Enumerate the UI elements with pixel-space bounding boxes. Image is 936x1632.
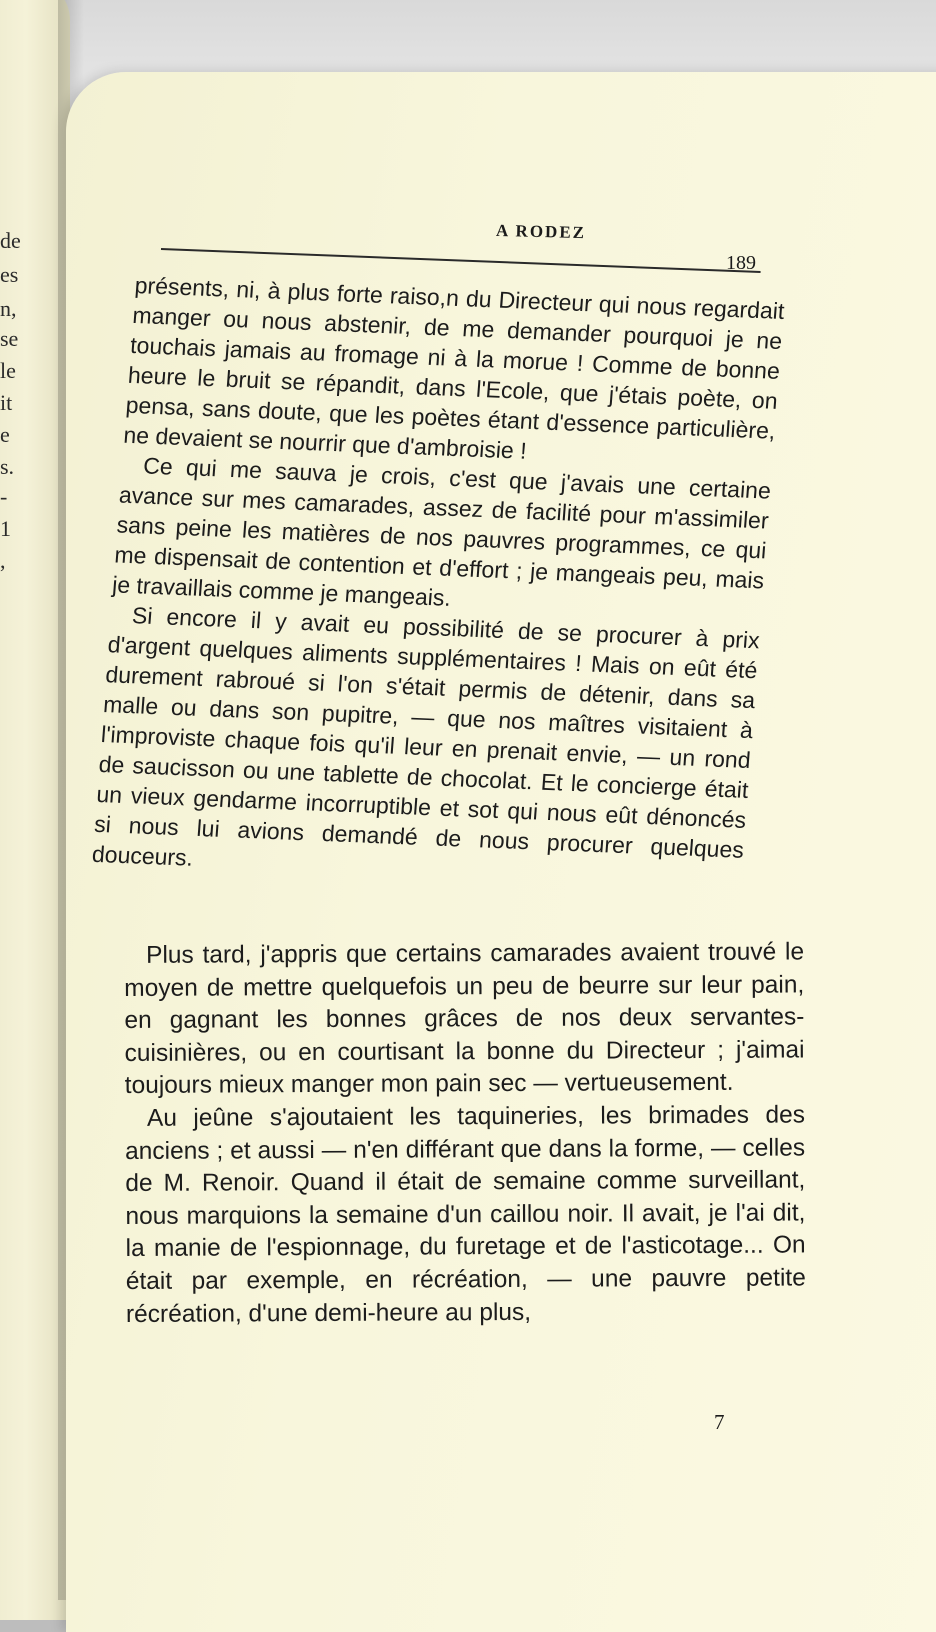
body-text-upper (91, 270, 785, 895)
left-page-fragment: es (0, 262, 19, 287)
left-page-fragment: e (0, 422, 10, 447)
paragraph: présents, ni, à plus forte raiso,n du Directeur qui nous regardait manger ou nous abstenir, de me demander pourquoi je ne touchais jamais au fromage ni à la morue ! Comme de bonne heure le bruit se répandit, dans l'Ecole, que j'étais poète, on pensa, sans doute, que les poètes étant d'essence particulière, ne devaient se nourrir que d'ambroisie ! (122, 271, 786, 464)
left-page-fragment: de (0, 228, 21, 253)
paragraph: Si encore il y avait eu possibilité de se procurer à prix d'argent quelques aliments supplémentaires ! Mais on eût été durement rabroué si l'on s'était permis de détenir, dans sa malle ou dans son pupitre, — que nos maîtres visitaient à l'improviste chaque fois qu'il leur en prenait envie, — un rond de saucisson ou une tablette de chocolat. Et le concierge était un vieux gendarme incorruptible et sot qui nous eût dénoncés si nous lui avions demandé de nous procurer quelques douceurs. (91, 602, 761, 871)
left-page-fragment: n, (0, 296, 17, 321)
header-rule (161, 248, 761, 273)
paragraph: Au jeûne s'ajoutaient les taquineries, les brimades des anciens ; et aussi — n'en différant que dans la forme, — celles de M. Renoir. Quand il était de semaine comme surveillant, nous marquions la semaine d'un caillou noir. Il avait, je l'ai dit, la manie de l'espionnage, du furetage et de l'asticotage... On était par exemple, en récréation, — une pauvre petite récréation, d'une demi-heure au plus, (125, 1101, 806, 1328)
signature-mark: 7 (714, 1410, 725, 1434)
paragraph: Plus tard, j'appris que certains camarades avaient trouvé le moyen de mettre quelquefois un peu de beurre sur leur pain, en gagnant les bonnes grâces de nos deux servantes-cuisinières, ou en courtisant la bonne du Directeur ; j'aimai toujours mieux manger mon pain sec — vertueusement. (124, 938, 805, 1100)
book-page (66, 72, 936, 1632)
running-head-title: A RODEZ (495, 220, 587, 243)
left-page-fragment: - (0, 484, 8, 509)
body-text-lower (124, 936, 806, 1331)
left-page-fragment: se (0, 326, 19, 351)
page-number: 189 (726, 252, 756, 274)
left-page-fragment: 1 (0, 516, 11, 541)
paragraph: Ce qui me sauva je crois, c'est que j'avais une certaine avance sur mes camarades, assez de facilité pour m'assimiler sans peine les matières de nos pauvres programmes, ce qui me dispensait de contention et d'effort ; je mangeais peu, mais je travaillais comme je mangeais. (111, 452, 772, 611)
left-page-fragment: s. (0, 454, 15, 479)
left-page-fragment: it (0, 390, 13, 415)
left-page-fragment: , (0, 548, 6, 573)
left-page-fragment: le (0, 358, 16, 383)
